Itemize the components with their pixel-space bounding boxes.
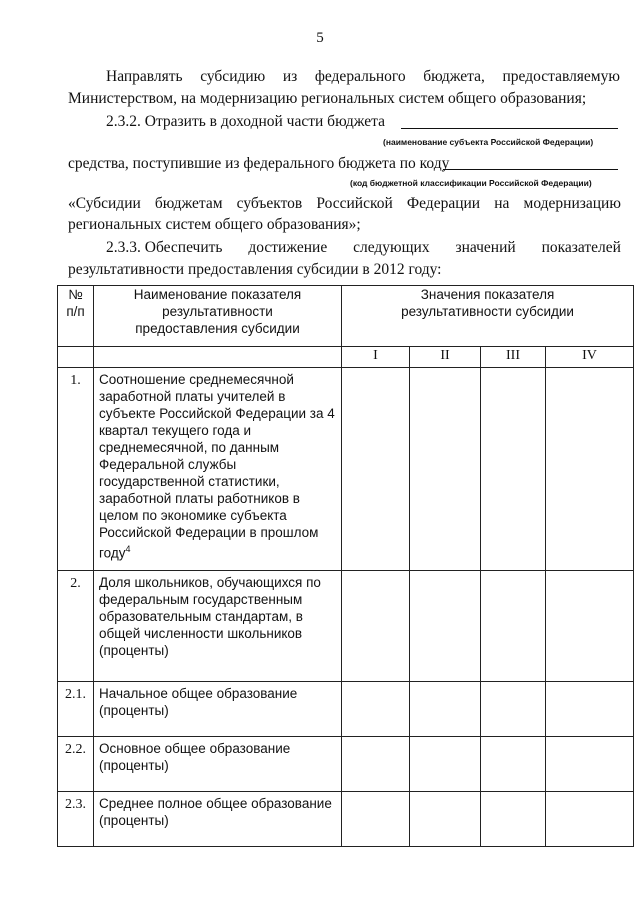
paragraph-2-text: 2.3.2. Отразить в доходной части бюджета — [106, 113, 385, 130]
paragraph-5-line-2: результативности предоставления субсидии в 2012 году: — [68, 261, 442, 278]
value-cell-q4 — [546, 571, 634, 682]
quarter-4-header: IV — [546, 347, 634, 368]
budget-code-blank — [443, 169, 618, 170]
row-number: 1. — [58, 368, 94, 571]
budget-code-note: (код бюджетной классификации Российской Федерации) — [350, 178, 592, 188]
value-cell-q1 — [342, 737, 410, 792]
empty-cell — [58, 347, 94, 368]
paragraph-4-line-2: региональных систем общего образования»; — [68, 216, 361, 233]
value-cell-q1 — [342, 571, 410, 682]
row-indicator-name: Доля школьников, обучающихся по федеральным государственным образовательным стандартам, в общей численности школьников (проценты) — [94, 571, 342, 682]
value-cell-q2 — [410, 792, 481, 847]
region-name-note: (наименование субъекта Российской Федерации) — [383, 137, 594, 147]
table-row — [58, 737, 634, 792]
value-cell-q2 — [410, 571, 481, 682]
table-header-row — [58, 286, 634, 347]
table-row — [58, 368, 634, 571]
header-number: № п/п — [58, 286, 94, 347]
value-cell-q3 — [481, 571, 546, 682]
word: федерального — [314, 68, 406, 85]
word: «Субсидии — [68, 195, 141, 212]
word: модернизацию — [523, 195, 621, 212]
word: достижение — [248, 239, 328, 256]
word: 2.3.3. Обеспечить — [106, 239, 223, 256]
row-indicator-name — [94, 368, 342, 571]
value-cell-q2 — [410, 682, 481, 737]
value-cell-q3 — [481, 682, 546, 737]
word: предоставляемую — [502, 68, 620, 85]
value-cell-q1 — [342, 368, 410, 571]
value-cell-q4 — [546, 682, 634, 737]
paragraph-3-text: средства, поступившие из федерального бюджета по коду — [68, 155, 450, 172]
paragraph-4-line-1 — [68, 194, 621, 213]
quarter-header-row — [58, 347, 634, 368]
paragraph-5-line-1 — [106, 238, 621, 257]
footnote-marker: 4 — [125, 544, 131, 554]
word: Федерации — [406, 195, 481, 212]
header-indicator-values: Значения показателя результативности субсидии — [342, 286, 634, 347]
word: показателей — [541, 239, 621, 256]
quarter-3-header: III — [481, 347, 546, 368]
word: бюджетам — [154, 195, 223, 212]
table-row — [58, 682, 634, 737]
row-indicator-name: Среднее полное общее образование (проценты) — [94, 792, 342, 847]
word: Направлять — [106, 68, 183, 85]
empty-cell — [94, 347, 342, 368]
word: на — [494, 195, 510, 212]
word: бюджета, — [423, 68, 485, 85]
indicators-table — [57, 285, 634, 847]
value-cell-q4 — [546, 368, 634, 571]
row-number: 2. — [58, 571, 94, 682]
value-cell-q4 — [546, 737, 634, 792]
row-indicator-name: Основное общее образование (проценты) — [94, 737, 342, 792]
indicator-text: Соотношение среднемесячной заработной платы учителей в субъекте Российской Федерации за 4 квартал текущего года и среднемесячной, по данным Федеральной службы государственной статистики, заработной платы работников в целом по экономике субъекта Российской Федерации в прошлом году — [99, 372, 335, 561]
row-number: 2.2. — [58, 737, 94, 792]
value-cell-q2 — [410, 368, 481, 571]
word: субъектов — [236, 195, 303, 212]
paragraph-1-line-2: Министерством, на модернизацию региональных систем общего образования; — [68, 90, 587, 107]
value-cell-q3 — [481, 368, 546, 571]
table-row — [58, 792, 634, 847]
quarter-2-header: II — [410, 347, 481, 368]
word: Российской — [316, 195, 393, 212]
quarter-1-header: I — [342, 347, 410, 368]
value-cell-q3 — [481, 737, 546, 792]
word: следующих — [353, 239, 430, 256]
table-row — [58, 571, 634, 682]
paragraph-1-line-1 — [106, 67, 620, 86]
row-number: 2.1. — [58, 682, 94, 737]
word: субсидию — [200, 68, 266, 85]
row-number: 2.3. — [58, 792, 94, 847]
value-cell-q1 — [342, 792, 410, 847]
value-cell-q1 — [342, 682, 410, 737]
word: значений — [455, 239, 516, 256]
value-cell-q3 — [481, 792, 546, 847]
value-cell-q4 — [546, 792, 634, 847]
header-indicator-name: Наименование показателя результативности предоставления субсидии — [94, 286, 342, 347]
region-name-blank — [401, 128, 618, 129]
value-cell-q2 — [410, 737, 481, 792]
word: из — [282, 68, 298, 85]
row-indicator-name: Начальное общее образование (проценты) — [94, 682, 342, 737]
page-number: 5 — [316, 30, 324, 46]
